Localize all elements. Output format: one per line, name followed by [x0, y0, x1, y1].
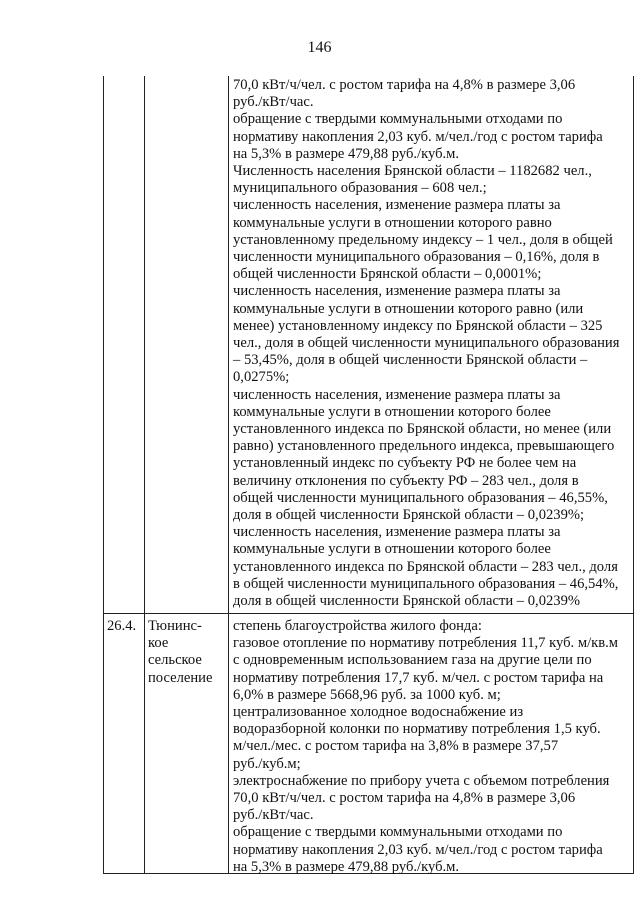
text-line: обращение с твердыми коммунальными отходами по — [233, 824, 563, 841]
text-line: общей численности муниципального образования – 46,55%, — [233, 489, 608, 506]
text-line: муниципального образования – 608 чел.; — [233, 180, 487, 197]
settlement-name-line: кое — [148, 635, 169, 652]
text-line: на 5,3% в размере 479,88 руб./куб.м. — [233, 145, 460, 162]
text-line: коммунальные услуги в отношении которого более — [233, 403, 551, 420]
text-line: чел., доля в общей численности муниципального образования — [233, 335, 620, 352]
text-line: менее) установленному индексу по Брянской области – 325 — [233, 317, 603, 334]
text-line: установленного индекса по Брянской области, но менее (или — [233, 421, 612, 438]
text-line: руб./кВт/час. — [233, 807, 314, 824]
row1-description-cell — [233, 77, 619, 610]
column-divider-name — [228, 76, 229, 873]
row2-name-cell — [148, 618, 212, 687]
text-line: руб./кВт/час. — [233, 94, 314, 111]
row-divider — [104, 613, 633, 614]
text-line: 70,0 кВт/ч/чел. с ростом тарифа на 4,8% в размере 3,06 — [233, 77, 576, 93]
data-table — [103, 76, 634, 874]
text-line: доля в общей численности Брянской области – 0,0239% — [233, 593, 581, 610]
text-line: нормативу потребления 17,7 куб. м/чел. с ростом тарифа на — [233, 669, 604, 686]
text-line: коммунальные услуги в отношении которого более — [233, 541, 551, 558]
text-line: м/чел./мес. с ростом тарифа на 3,8% в размере 37,57 — [233, 738, 559, 755]
text-line: 6,0% в размере 5668,96 руб. за 1000 куб. м; — [233, 686, 501, 703]
settlement-name-line: Тюнинс- — [148, 618, 202, 634]
text-line: нормативу накопления 2,03 куб. м/чел./год с ростом тарифа — [233, 128, 603, 145]
text-line: установленному предельному индексу – 1 чел., доля в общей — [233, 231, 613, 248]
text-line: величину отклонения по субъекту РФ – 283 чел., доля в — [233, 472, 579, 489]
text-line: установленного индекса по Брянской области – 283 чел., доля — [233, 558, 618, 575]
text-line: коммунальные услуги в отношении которого равно (или — [233, 300, 584, 317]
text-line: численность населения, изменение размера платы за — [233, 283, 561, 300]
text-line: Численность населения Брянской области – 1182682 чел., — [233, 163, 592, 180]
text-line: электроснабжение по прибору учета с объемом потребления — [233, 772, 610, 789]
settlement-name-line: сельское — [148, 652, 202, 669]
text-line: – 53,45%, доля в общей численности Брянской области – — [233, 352, 588, 369]
text-line: водоразборной колонки по нормативу потребления 1,5 куб. — [233, 721, 601, 738]
text-line: руб./куб.м; — [233, 755, 301, 772]
text-line: нормативу накопления 2,03 куб. м/чел./год с ростом тарифа — [233, 841, 603, 858]
text-line: централизованное холодное водоснабжение из — [233, 704, 524, 721]
text-line: с одновременным использованием газа на другие цели по — [233, 652, 592, 669]
text-line: в общей численности муниципального образования – 46,54%, — [233, 575, 619, 592]
text-line: общей численности Брянской области – 0,0001%; — [233, 266, 542, 283]
text-line: 70,0 кВт/ч/чел. с ростом тарифа на 4,8% в размере 3,06 — [233, 790, 576, 807]
text-line: равно) установленного предельного индекса, превышающего — [233, 438, 615, 455]
text-line: на 5,3% в размере 479,88 руб./куб.м. — [233, 858, 460, 875]
text-line: обращение с твердыми коммунальными отходами по — [233, 111, 563, 128]
text-line: доля в общей численности Брянской области – 0,0239%; — [233, 507, 585, 524]
text-line: численности муниципального образования – 0,16%, доля в — [233, 249, 600, 266]
text-line: установленный индекс по субъекту РФ не более чем на — [233, 455, 577, 472]
text-line: численность населения, изменение размера платы за — [233, 197, 561, 214]
settlement-name-line: поселение — [148, 669, 213, 686]
column-divider-number — [144, 76, 145, 873]
text-line: 0,0275%; — [233, 369, 290, 386]
page-number: 146 — [307, 39, 332, 56]
row2-number-cell: 26.4. — [107, 618, 137, 634]
text-line: степень благоустройства жилого фонда: — [233, 618, 482, 634]
text-line: газовое отопление по нормативу потребления 11,7 куб. м/кв.м — [233, 635, 618, 652]
text-line: численность населения, изменение размера платы за — [233, 386, 561, 403]
text-line: численность населения, изменение размера платы за — [233, 524, 561, 541]
row2-description-cell — [233, 618, 618, 876]
text-line: коммунальные услуги в отношении которого равно — [233, 214, 552, 231]
